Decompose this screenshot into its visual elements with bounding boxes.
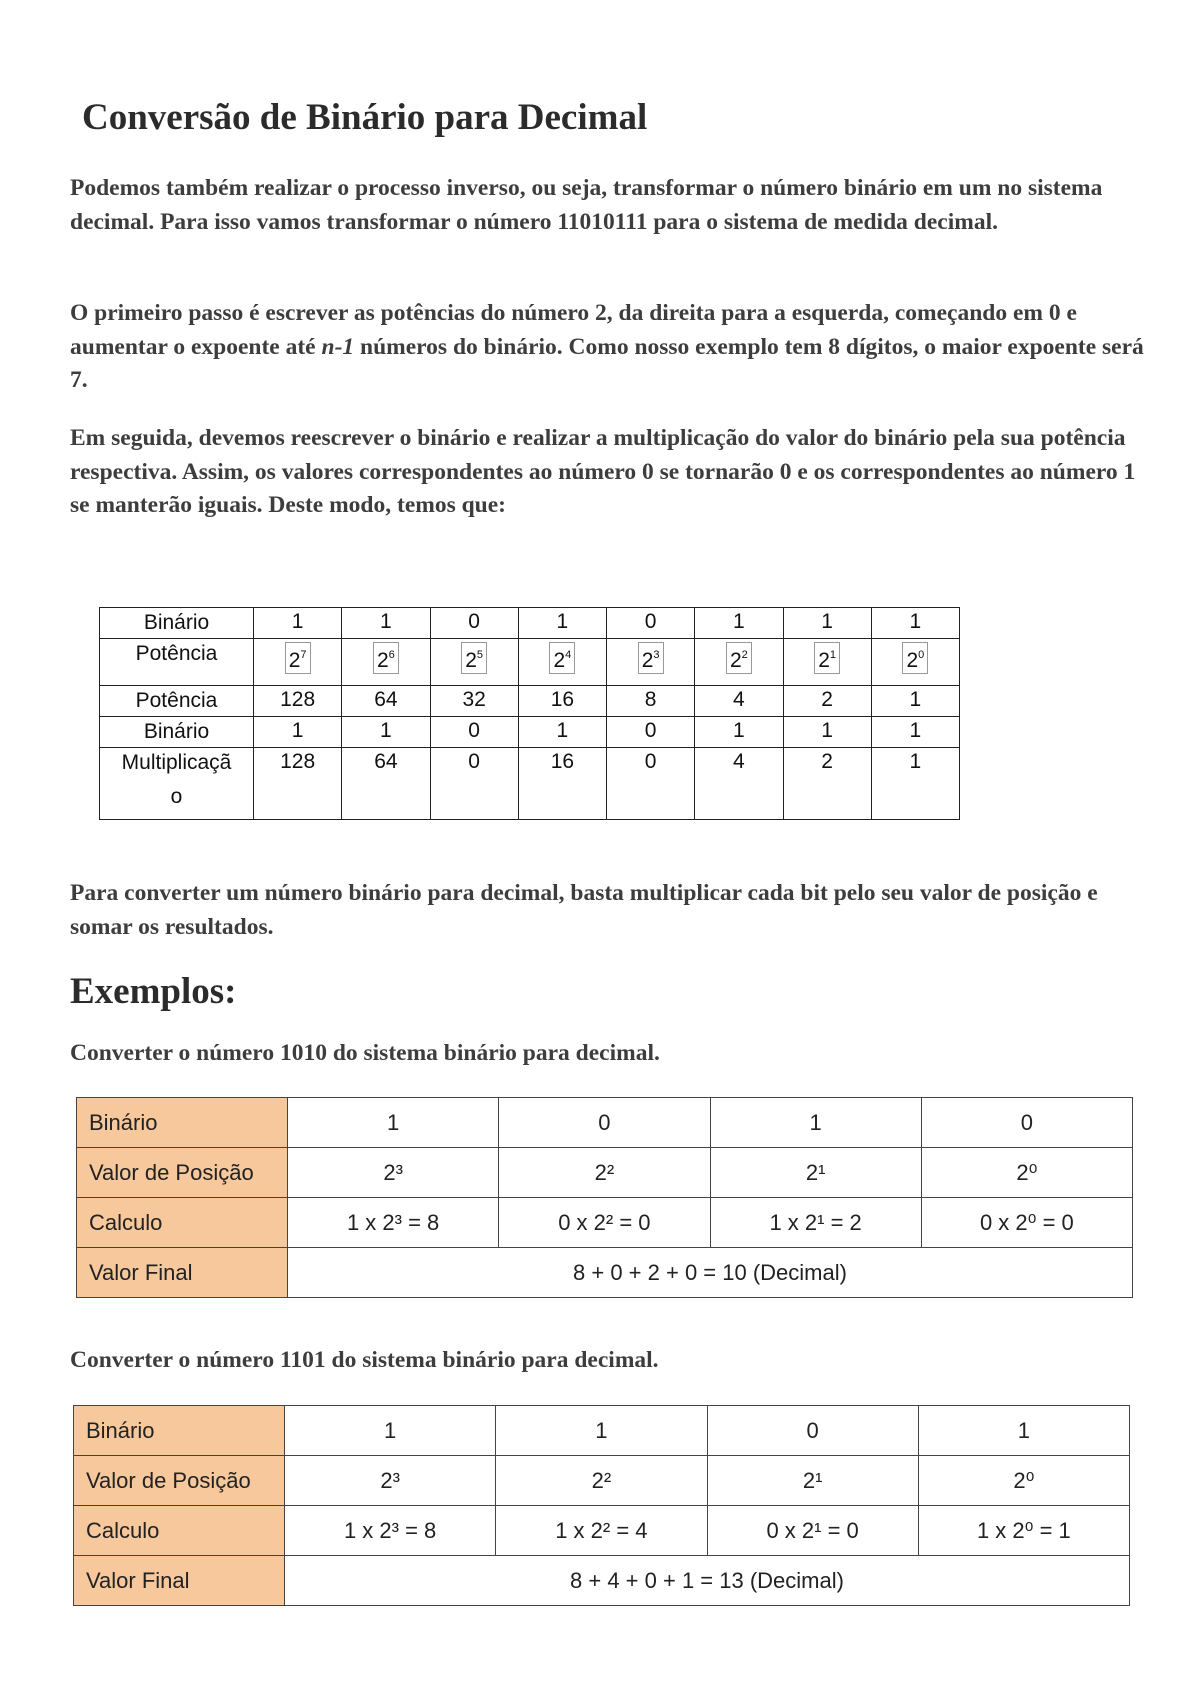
example2-table — [73, 1405, 1130, 1606]
intro-paragraph: Podemos também realizar o processo inverso, ou seja, transformar o número binário em um no sistema decimal. Para isso vamos transformar o número 11010111 para o sistema de medida decimal. — [70, 175, 1103, 235]
table-row-potencia-valor — [100, 686, 960, 717]
table-cell: 1 — [871, 717, 959, 748]
power-cell: $2^5$ — [430, 639, 518, 686]
table-cell: 4 — [695, 748, 783, 820]
table-cell: 1 — [285, 1406, 496, 1456]
table-cell: 1 — [342, 608, 430, 639]
table-cell: 1 — [518, 608, 606, 639]
row-label-potencia: Potência — [100, 639, 254, 686]
table-cell: 1 — [871, 748, 959, 820]
table-cell: 128 — [254, 748, 342, 820]
row-label: Calculo — [77, 1198, 288, 1248]
powers-table — [99, 607, 960, 820]
table-cell: 0 — [499, 1098, 710, 1148]
summary-paragraph: Para converter um número binário para decimal, basta multiplicar cada bit pelo seu valor de posição e somar os resultados. — [70, 880, 1098, 940]
first-step-paragraph — [70, 297, 1150, 398]
table-cell: 0 — [430, 608, 518, 639]
table-row-multiplicacao — [100, 748, 960, 820]
table-row — [74, 1406, 1130, 1456]
table-cell: 16 — [518, 748, 606, 820]
table-cell: 64 — [342, 686, 430, 717]
table-row — [77, 1098, 1133, 1148]
example1-table — [76, 1097, 1133, 1298]
table-cell: 0 — [607, 608, 695, 639]
table-cell: 1 — [871, 608, 959, 639]
table-cell: 1 — [783, 608, 871, 639]
table-cell: 0 — [921, 1098, 1132, 1148]
row-label: Valor de Posição — [74, 1456, 285, 1506]
table-cell: 2² — [496, 1456, 707, 1506]
table-row — [77, 1198, 1133, 1248]
table-cell: 64 — [342, 748, 430, 820]
table-cell: 1 — [342, 717, 430, 748]
first-step-text-a: O primeiro passo é escrever as potências do número 2, da direita para a esquerda, começando em 0 e aumentar o expoente até — [70, 300, 1077, 360]
table-cell: 1 — [496, 1406, 707, 1456]
table-cell: 2 — [783, 686, 871, 717]
example1-caption: Converter o número 1010 do sistema binário para decimal. — [70, 1040, 660, 1066]
second-step-paragraph: Em seguida, devemos reescrever o binário e realizar a multiplicação do valor do binário pela sua potência respectiva. Assim, os valores correspondentes ao número 0 se tornarão 0 e os correspondentes ao número 1 se manterão iguais. Deste modo, temos que: — [70, 425, 1136, 518]
table-cell: 16 — [518, 686, 606, 717]
power-cell: $2^0$ — [871, 639, 959, 686]
n-minus-1-emphasis: n-1 — [321, 333, 355, 360]
table-cell: 1 — [518, 717, 606, 748]
table-row — [74, 1456, 1130, 1506]
table-cell: 1 — [695, 608, 783, 639]
row-label: Binário — [77, 1098, 288, 1148]
row-label-binario: Binário — [100, 608, 254, 639]
examples-heading: Exemplos: — [70, 971, 237, 1012]
table-cell: 1 — [783, 717, 871, 748]
table-cell: 0 x 2¹ = 0 — [707, 1506, 918, 1556]
table-row-binario-2 — [100, 717, 960, 748]
power-cell: $2^1$ — [783, 639, 871, 686]
table-cell: 2 — [783, 748, 871, 820]
table-cell: 1 — [871, 686, 959, 717]
table-cell: 2¹ — [707, 1456, 918, 1506]
table-row — [77, 1248, 1133, 1298]
table-cell: 8 — [607, 686, 695, 717]
table-cell: 1 x 2³ = 8 — [288, 1198, 499, 1248]
power-cell: $2^3$ — [607, 639, 695, 686]
table-cell: 1 x 2⁰ = 1 — [918, 1506, 1129, 1556]
table-cell: 1 x 2³ = 8 — [285, 1506, 496, 1556]
power-cell: $2^4$ — [518, 639, 606, 686]
row-label-potencia-valor: Potência — [100, 686, 254, 717]
table-cell: 128 — [254, 686, 342, 717]
table-cell: 32 — [430, 686, 518, 717]
power-cell: $2^6$ — [342, 639, 430, 686]
table-cell: 2³ — [285, 1456, 496, 1506]
row-label: Binário — [74, 1406, 285, 1456]
row-label-multiplicacao: Multiplicaçã o — [100, 748, 254, 820]
table-cell: 1 — [254, 717, 342, 748]
table-cell: 1 x 2¹ = 2 — [710, 1198, 921, 1248]
table-cell: 2⁰ — [918, 1456, 1129, 1506]
example2-caption: Converter o número 1101 do sistema binário para decimal. — [70, 1347, 659, 1373]
row-label: Valor Final — [74, 1556, 285, 1606]
table-cell: 2¹ — [710, 1148, 921, 1198]
table-cell: 2² — [499, 1148, 710, 1198]
table-cell: 1 — [695, 717, 783, 748]
table-cell: 0 — [707, 1406, 918, 1456]
table-cell: 1 x 2² = 4 — [496, 1506, 707, 1556]
page-title: Conversão de Binário para Decimal — [82, 97, 648, 138]
table-row — [74, 1556, 1130, 1606]
table-cell: 2⁰ — [921, 1148, 1132, 1198]
table-row — [77, 1148, 1133, 1198]
table-row — [74, 1506, 1130, 1556]
table-cell: 0 — [607, 748, 695, 820]
table-cell: 0 — [607, 717, 695, 748]
table-cell: 0 — [430, 717, 518, 748]
table-cell: 4 — [695, 686, 783, 717]
table-cell: 0 x 2⁰ = 0 — [921, 1198, 1132, 1248]
row-label-binario-2: Binário — [100, 717, 254, 748]
row-label: Valor Final — [77, 1248, 288, 1298]
table-cell: 1 — [710, 1098, 921, 1148]
table-cell: 1 — [254, 608, 342, 639]
table-row-binario — [100, 608, 960, 639]
row-label: Valor de Posição — [77, 1148, 288, 1198]
final-value-cell: 8 + 0 + 2 + 0 = 10 (Decimal) — [288, 1248, 1133, 1298]
table-cell: 1 — [288, 1098, 499, 1148]
table-cell: 0 — [430, 748, 518, 820]
table-row-potencia-exp — [100, 639, 960, 686]
power-cell: $2^2$ — [695, 639, 783, 686]
table-cell: 0 x 2² = 0 — [499, 1198, 710, 1248]
table-cell: 2³ — [288, 1148, 499, 1198]
final-value-cell: 8 + 4 + 0 + 1 = 13 (Decimal) — [285, 1556, 1130, 1606]
power-cell: $2^7$ — [254, 639, 342, 686]
table-cell: 1 — [918, 1406, 1129, 1456]
row-label: Calculo — [74, 1506, 285, 1556]
first-step-text-b: números do binário. Como nosso exemplo tem 8 dígitos, o maior expoente será 7. — [70, 333, 1144, 393]
